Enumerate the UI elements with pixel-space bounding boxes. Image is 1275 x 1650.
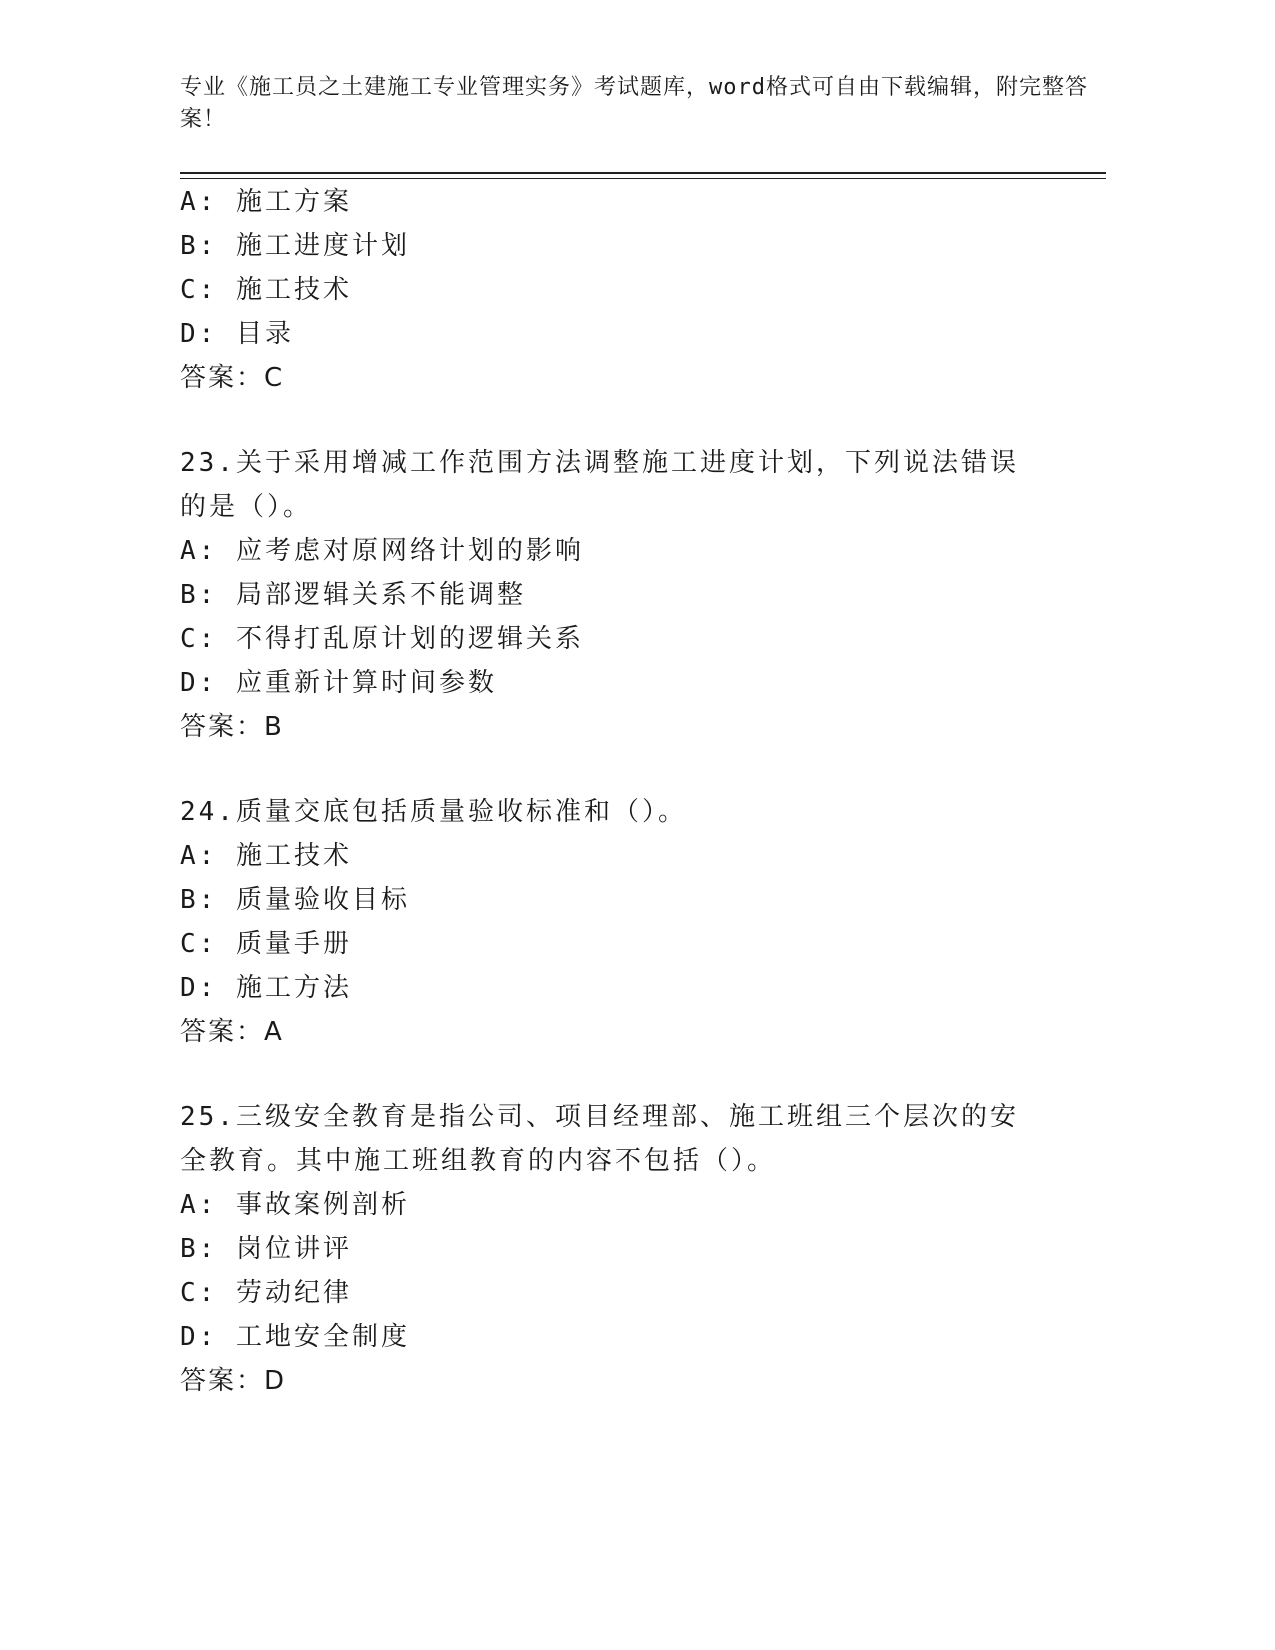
answer-line: 答案：B [180, 712, 284, 742]
answer-line: 答案：A [180, 1017, 284, 1047]
option-b: B: 岗位讲评 [180, 1234, 352, 1264]
option-d: D: 工地安全制度 [180, 1322, 410, 1352]
option-d: D: 应重新计算时间参数 [180, 668, 497, 698]
answer-line: 答案：C [180, 363, 285, 393]
option-d: D: 目录 [180, 319, 294, 349]
option-a: A: 应考虑对原网络计划的影响 [180, 536, 584, 566]
option-a: A: 事故案例剖析 [180, 1190, 410, 1220]
option-c: C: 质量手册 [180, 929, 352, 959]
question-23 [180, 441, 1060, 749]
question-22-continued [180, 180, 1060, 400]
question-text: 24.质量交底包括质量验收标准和（）。 [180, 797, 687, 827]
header-note: 专业《施工员之土建施工专业管理实务》考试题库，word格式可自由下载编辑，附完整答案！ [180, 75, 1088, 132]
option-b: B: 局部逻辑关系不能调整 [180, 580, 526, 610]
answer-line: 答案：D [180, 1366, 287, 1396]
header-divider-thin [180, 178, 1106, 179]
header-divider [180, 172, 1106, 174]
question-text: 25.三级安全教育是指公司、项目经理部、施工班组三个层次的安全教育。其中施工班组教育的内容不包括（）。 [180, 1102, 1019, 1176]
option-c: C: 不得打乱原计划的逻辑关系 [180, 624, 584, 654]
option-d: D: 施工方法 [180, 973, 352, 1003]
option-a: A: 施工方案 [180, 187, 352, 217]
option-b: B: 质量验收目标 [180, 885, 410, 915]
question-25 [180, 1095, 1060, 1403]
option-a: A: 施工技术 [180, 841, 352, 871]
option-c: C: 施工技术 [180, 275, 352, 305]
question-text: 23.关于采用增减工作范围方法调整施工进度计划，下列说法错误的是（）。 [180, 448, 1019, 522]
option-c: C: 劳动纪律 [180, 1278, 352, 1308]
question-24 [180, 790, 1060, 1054]
option-b: B: 施工进度计划 [180, 231, 410, 261]
